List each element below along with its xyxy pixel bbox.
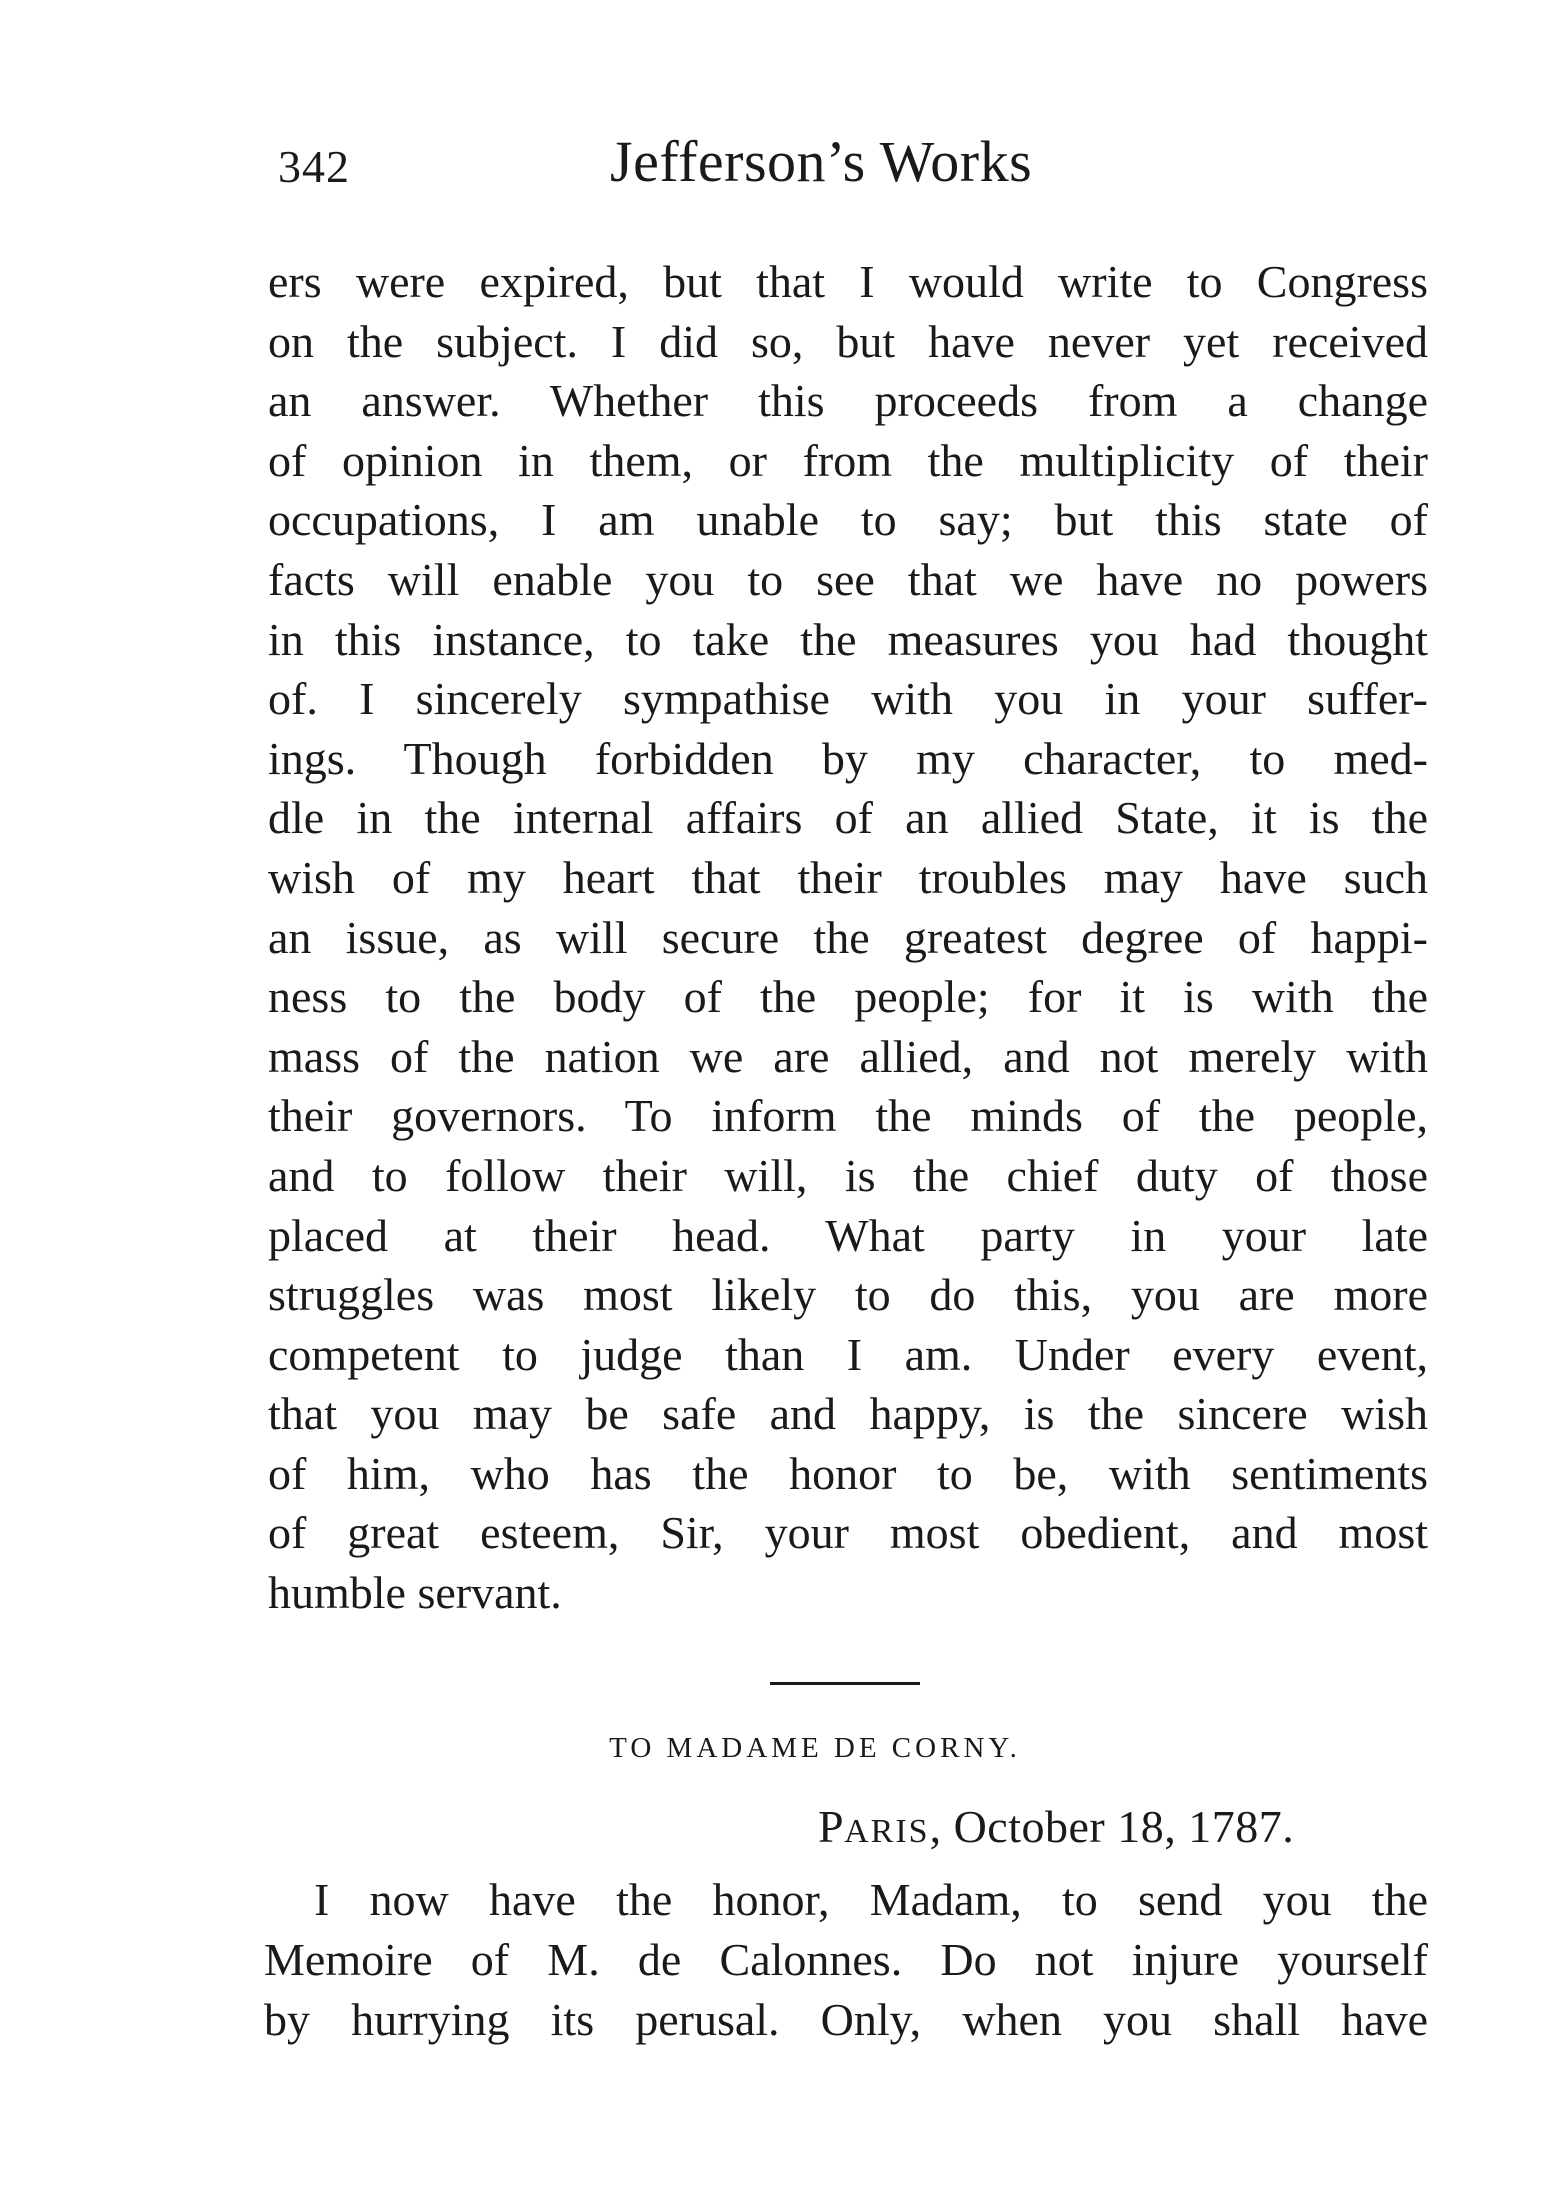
text-line: placed at their head. What party in your late xyxy=(268,1209,1428,1261)
text-line: on the subject. I did so, but have never yet received xyxy=(268,315,1428,367)
running-title: Jefferson’s Works xyxy=(610,129,1033,194)
text-line: of him, who has the honor to be, with sentiments xyxy=(268,1447,1428,1499)
dateline-place-initial: P xyxy=(818,1801,845,1852)
text-line: their governors. To inform the minds of the people, xyxy=(268,1090,1428,1142)
page-number: 342 xyxy=(278,141,350,192)
text-line: an issue, as will secure the greatest degree of happi- xyxy=(268,911,1428,963)
text-line: an answer. Whether this proceeds from a change xyxy=(268,375,1428,427)
text-line: by hurrying its perusal. Only, when you shall have xyxy=(264,1994,1428,2045)
text-line: of. I sincerely sympathise with you in your suffer- xyxy=(268,673,1428,725)
text-line: Memoire of M. de Calonnes. Do not injure yourself xyxy=(264,1934,1428,1985)
text-line: ness to the body of the people; for it is with the xyxy=(268,971,1428,1023)
text-line: ers were expired, but that I would write to Congress xyxy=(268,256,1428,307)
text-line: that you may be safe and happy, is the sincere wish xyxy=(268,1388,1428,1440)
letter-heading: TO MADAME DE CORNY. xyxy=(609,1732,1021,1764)
section-divider xyxy=(770,1682,920,1685)
text-line: wish of my heart that their troubles may have such xyxy=(268,851,1428,903)
dateline xyxy=(818,1800,1294,1853)
text-line: I now have the honor, Madam, to send you the xyxy=(314,1874,1428,1925)
body-text xyxy=(268,252,1428,1623)
text-line: and to follow their will, is the chief duty of those xyxy=(268,1149,1428,1201)
letter-body xyxy=(264,1870,1428,2050)
text-line: occupations, I am unable to say; but this state of xyxy=(268,494,1428,546)
text-line: competent to judge than I am. Under every event, xyxy=(268,1328,1428,1380)
text-line: ings. Though forbidden by my character, to med- xyxy=(268,732,1428,784)
text-line: mass of the nation we are allied, and not merely with xyxy=(268,1030,1428,1082)
text-line: of great esteem, Sir, your most obedient, and most xyxy=(268,1507,1428,1559)
text-line: struggles was most likely to do this, you are more xyxy=(268,1269,1428,1321)
text-line: facts will enable you to see that we have no powers xyxy=(268,553,1428,605)
text-line: dle in the internal affairs of an allied State, it is the xyxy=(268,792,1428,844)
dateline-date: , October 18, 1787. xyxy=(929,1801,1295,1852)
text-line: of opinion in them, or from the multiplicity of their xyxy=(268,434,1428,486)
dateline-place-rest: ARIS xyxy=(844,1813,930,1850)
text-line: in this instance, to take the measures you had thought xyxy=(268,613,1428,665)
text-line: humble servant. xyxy=(268,1567,562,1619)
page-header xyxy=(0,128,1560,208)
